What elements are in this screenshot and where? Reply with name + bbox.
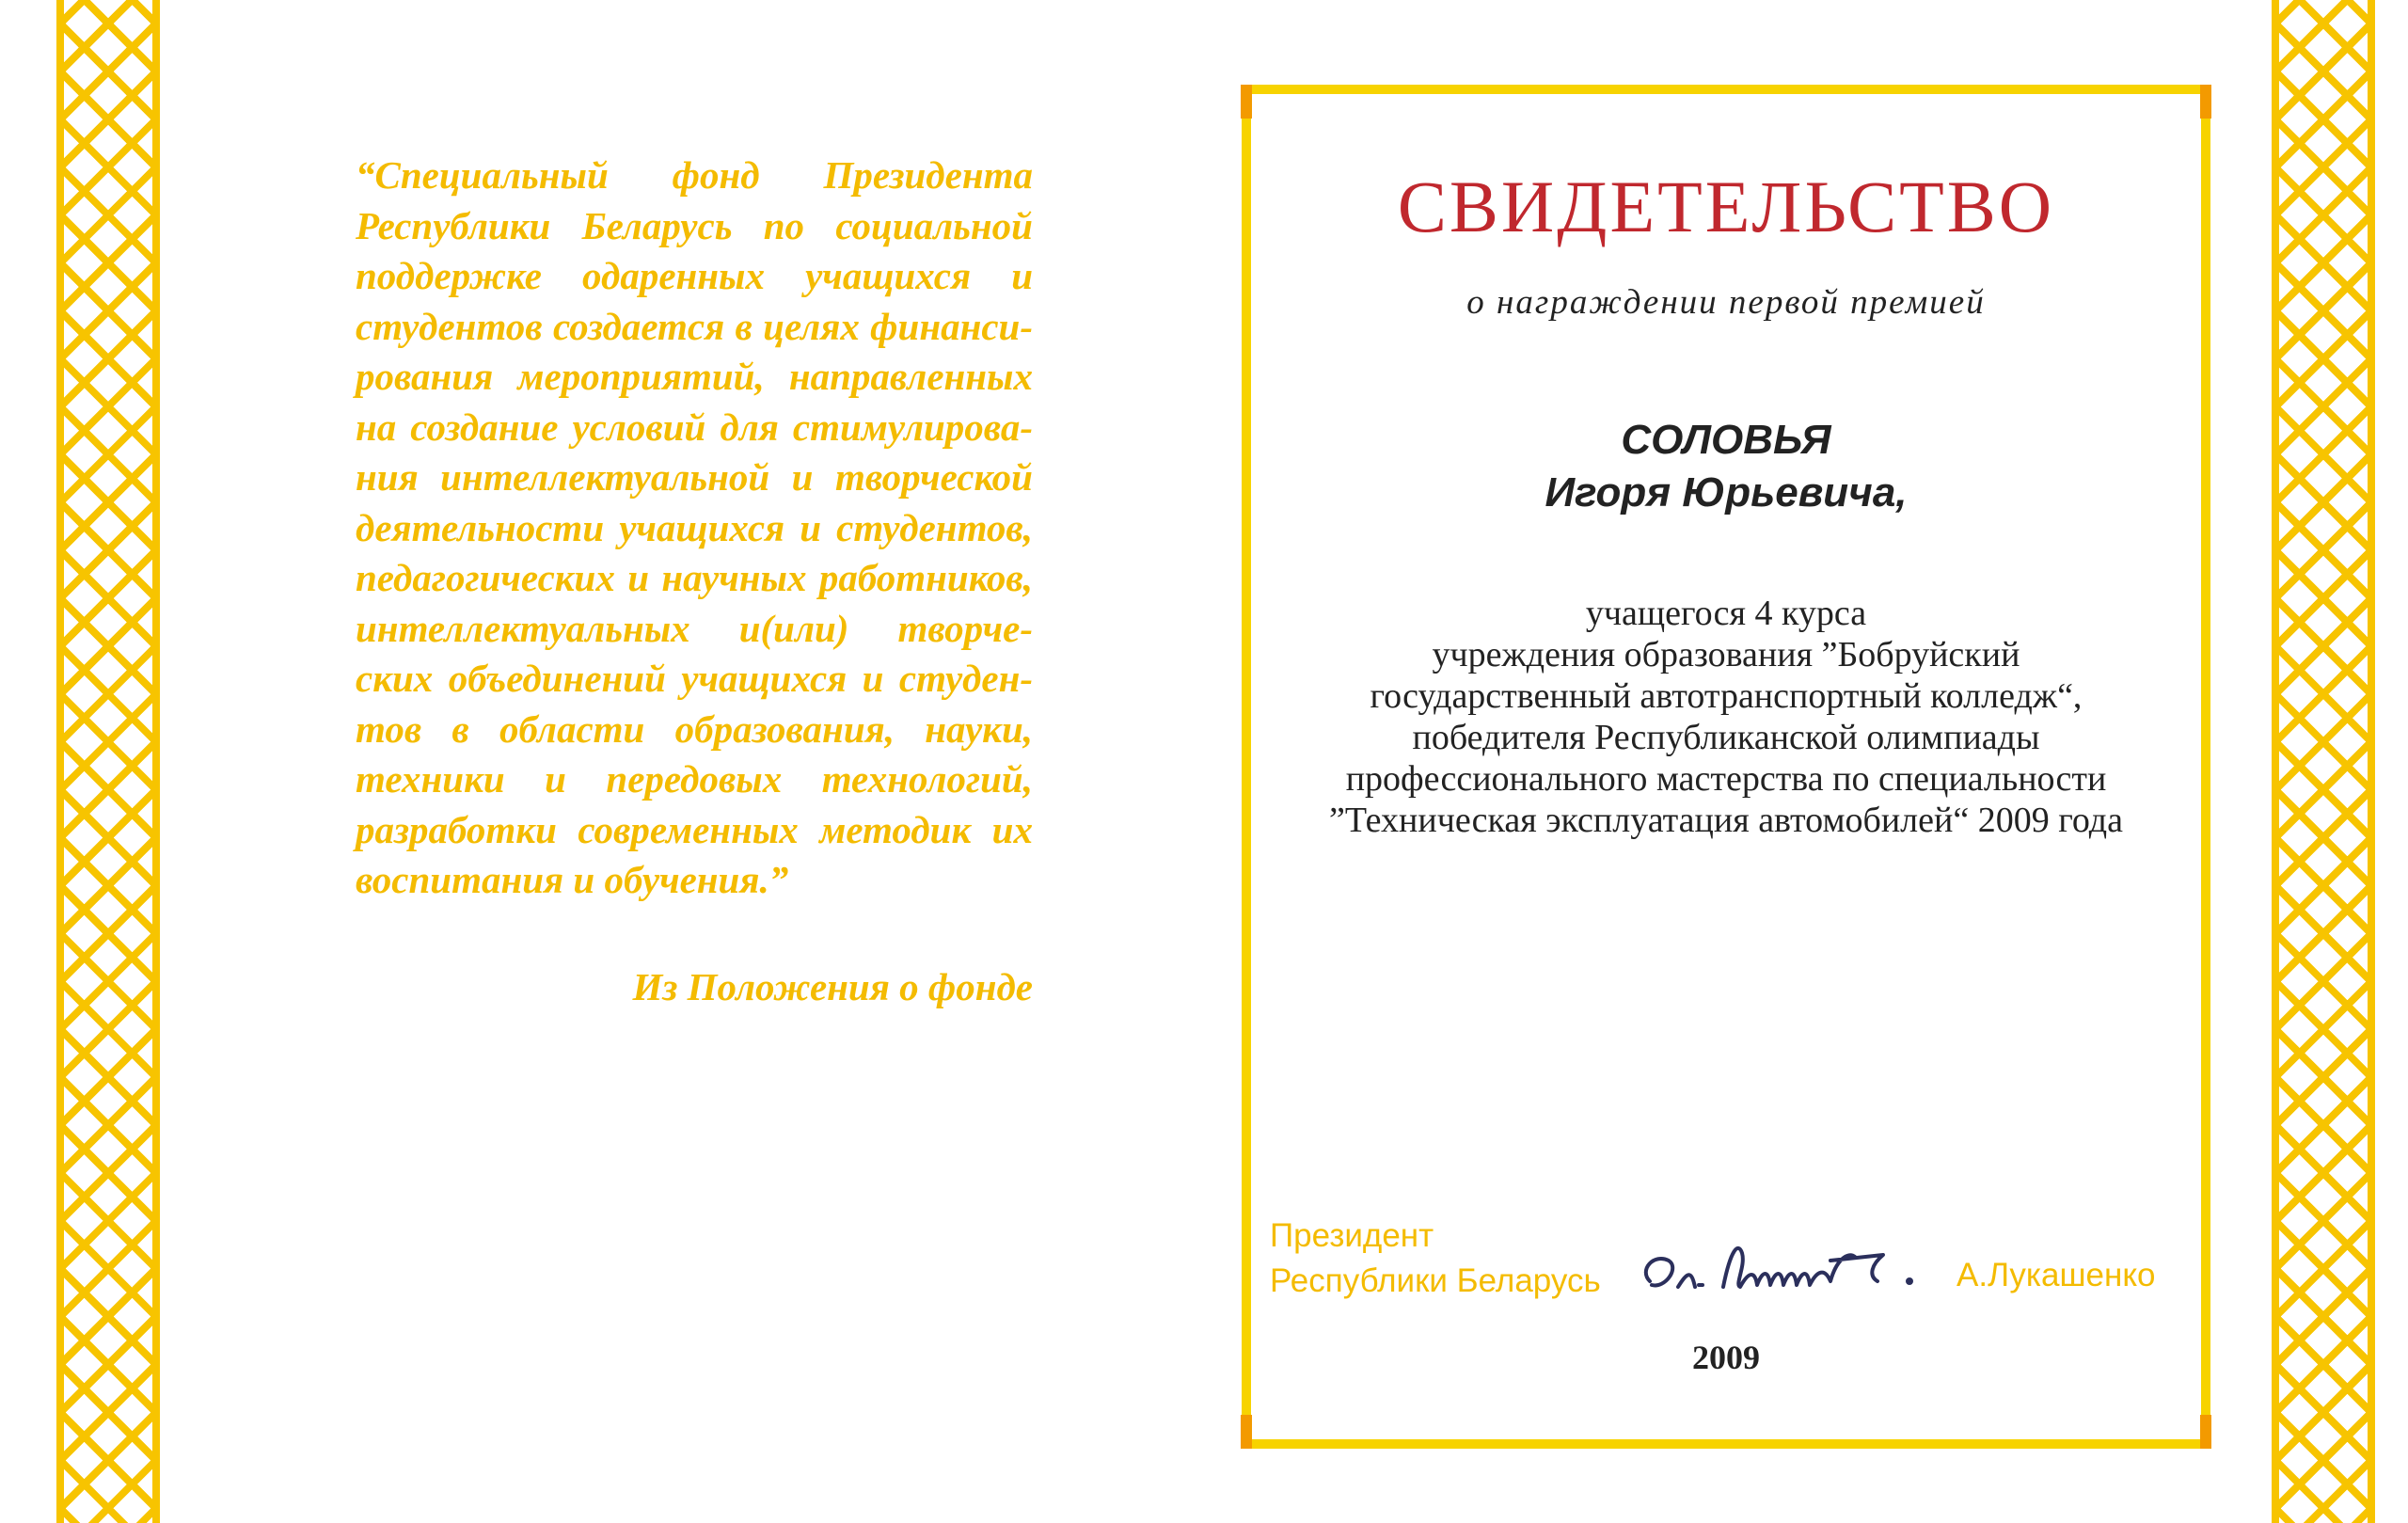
signatory-title-line: Президент [1270, 1217, 1434, 1254]
quote-line: деятельности учащихся и студентов, [356, 505, 1033, 549]
quote-line: педагогических и научных работников, [356, 556, 1033, 599]
details-line: государственный автотранспортный колледж“, [1370, 676, 2083, 716]
quote-line: разработки современных методик их [356, 807, 1033, 851]
details-line: учреждения образования ”Бобруйский [1432, 635, 2020, 674]
frame-corner-mark [1241, 1415, 1252, 1449]
left-ornament-border [56, 0, 160, 1523]
recipient-given-name: Игоря Юрьевича, [1545, 469, 1908, 516]
recipient-surname: СОЛОВЬЯ [1621, 417, 1831, 463]
award-details [1242, 593, 2210, 841]
quote-line: на создание условий для стимулирова- [356, 405, 1033, 449]
signatory-title [1270, 1214, 1601, 1304]
details-line: победителя Республиканской олимпиады [1412, 718, 2040, 757]
quote-line: ских объединений учащихся и студен- [356, 657, 1033, 700]
quote-line: интеллектуальных и(или) творче- [356, 606, 1033, 650]
quote-line: воспитания и обучения.” [356, 858, 789, 901]
foundation-quote [356, 151, 1033, 906]
right-ornament-border [2272, 0, 2375, 1523]
handwritten-signature [1637, 1232, 1947, 1308]
signatory-name: А.Лукашенко [1956, 1257, 2156, 1293]
quote-line: тов в области образования, науки, [356, 706, 1033, 751]
quote-line: Республики Беларусь по социальной [356, 203, 1033, 247]
frame-corner-mark [2200, 85, 2211, 119]
details-line: учащегося 4 курса [1585, 594, 1867, 633]
details-line: профессионального мастерства по специальности [1345, 759, 2107, 799]
details-line: ”Техническая эксплуатация автомобилей“ 2009 года [1329, 801, 2123, 840]
signatory-title-line: Республики Беларусь [1270, 1262, 1601, 1299]
recipient-name [1242, 414, 2210, 519]
quote-line: техники и передовых технологий, [356, 757, 1033, 801]
quote-line: студентов создается в целях финанси- [356, 304, 1033, 348]
certificate-subtitle: о награждении первой премией [1466, 283, 1986, 322]
quote-line: “Специальный фонд Президента [356, 153, 1033, 197]
quote-line: ния интеллектуальной и творческой [356, 455, 1033, 499]
certificate-title: СВИДЕТЕЛЬСТВО [1397, 166, 2055, 247]
quote-line: рования мероприятий, направленных [356, 355, 1033, 398]
frame-corner-mark [1241, 85, 1252, 119]
certificate-year: 2009 [1692, 1339, 1760, 1376]
frame-corner-mark [2200, 1415, 2211, 1449]
quote-source: Из Положения о фонде [632, 965, 1033, 1008]
quote-line: поддержке одаренных учащихся и [356, 254, 1033, 297]
